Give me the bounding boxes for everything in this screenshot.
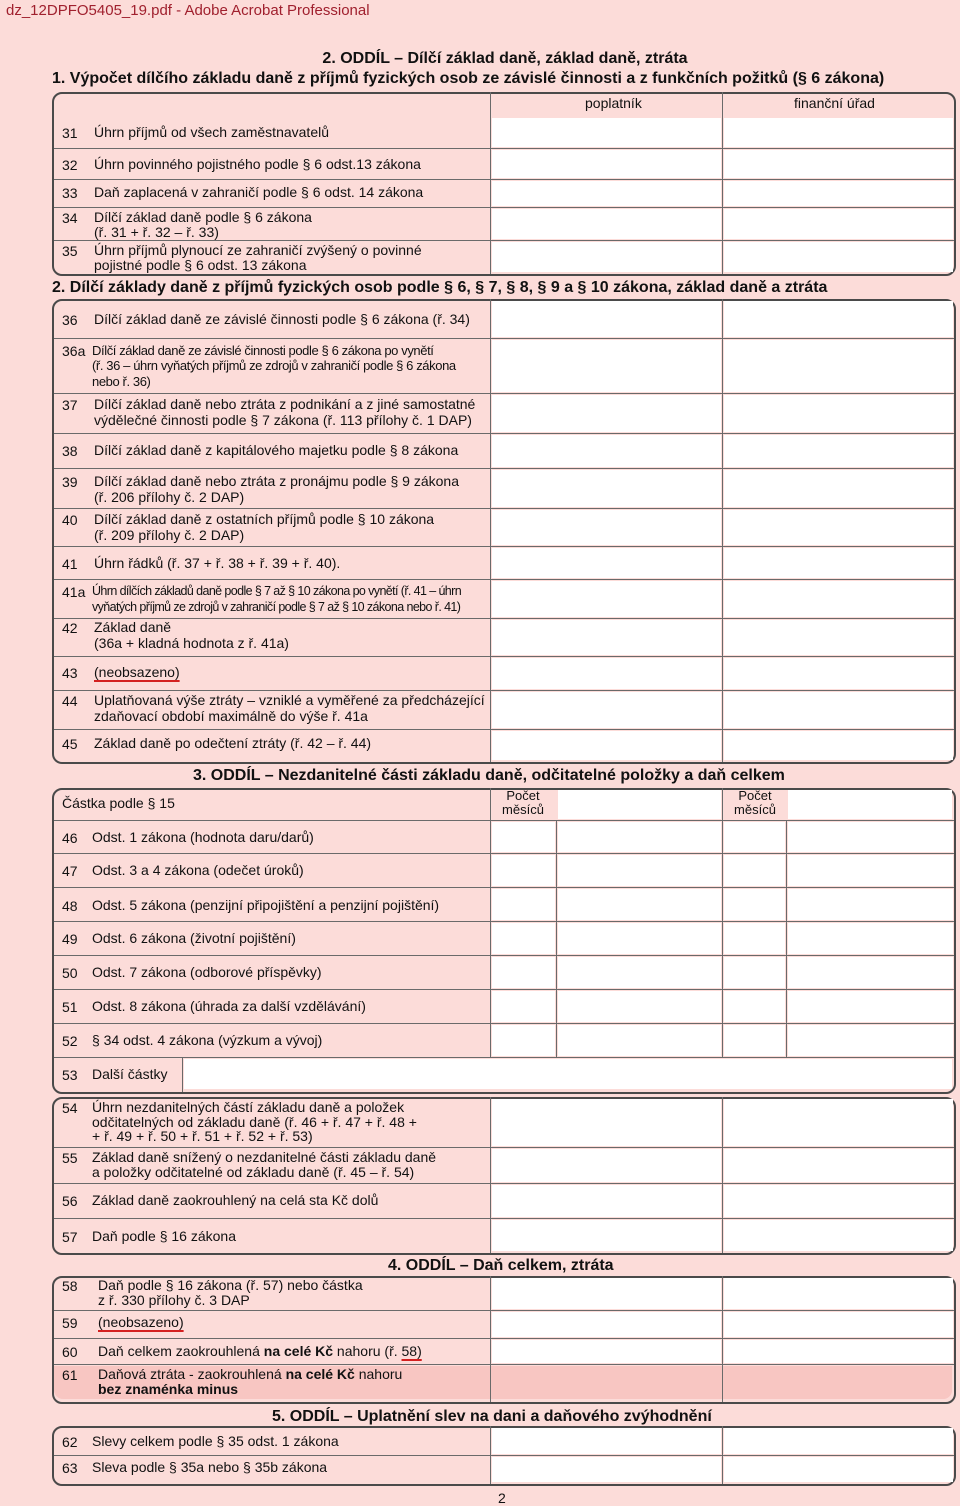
row-label: Základ daně xyxy=(94,619,172,635)
row-label-bold: na celé Kč xyxy=(285,1366,355,1382)
row-label: Základ daně po odečtení ztráty (ř. 42 – ř. 44) xyxy=(94,735,372,751)
row-52-payer-field[interactable] xyxy=(558,1025,721,1056)
row-label: Daň zaplacená v zahraničí podle § 6 odst. 14 zákona xyxy=(94,184,424,200)
row-label: + ř. 49 + ř. 50 + ř. 51 + ř. 52 + ř. 53) xyxy=(92,1128,313,1144)
row-39-payer-field[interactable] xyxy=(492,470,721,507)
row-label: Daň podle § 16 zákona xyxy=(92,1228,236,1244)
row-38-office-field[interactable] xyxy=(724,435,953,467)
row-label: Úhrn řádků (ř. 37 + ř. 38 + ř. 39 + ř. 40). xyxy=(94,555,341,571)
row-number: 57 xyxy=(62,1229,78,1245)
row-47-payer-count[interactable] xyxy=(492,855,555,886)
row-50-payer-field[interactable] xyxy=(558,957,721,988)
row-43-payer-field[interactable] xyxy=(492,658,721,689)
row-label-bold: na celé Kč xyxy=(263,1343,334,1359)
row-61-office-field[interactable] xyxy=(724,1366,952,1399)
row-number: 44 xyxy=(62,693,78,709)
row-51-payer-count[interactable] xyxy=(492,991,555,1022)
row-49-office-count[interactable] xyxy=(724,923,785,954)
row-51-office-field[interactable] xyxy=(788,991,953,1022)
row-label: z ř. 330 přílohy č. 3 DAP xyxy=(98,1292,250,1308)
row-number: 45 xyxy=(62,736,78,752)
row-51-office-count[interactable] xyxy=(724,991,785,1022)
section-5-title: 5. ODDÍL – Uplatnění slev na dani a daňového zvýhodnění xyxy=(272,1408,712,1425)
row-60-label xyxy=(98,1344,422,1360)
row-label: (ř. 209 přílohy č. 2 DAP) xyxy=(94,527,245,543)
subsection-1-title: 1. Výpočet dílčího základu daně z příjmů fyzických osob ze závislé činnosti a z funkčních požitků (§ 6 zákona) xyxy=(52,70,885,87)
row-57-payer-field[interactable] xyxy=(492,1220,721,1251)
row-number: 40 xyxy=(62,512,78,528)
row-label: Úhrn nezdanitelných částí základu daně a položek xyxy=(92,1099,405,1115)
row-label: Další částky xyxy=(92,1066,168,1082)
column-header-office: finanční úřad xyxy=(794,95,875,111)
section-4-title: 4. ODDÍL – Daň celkem, ztráta xyxy=(388,1257,614,1274)
row-label: Odst. 8 zákona (úhrada za další vzdělávání) xyxy=(92,998,366,1014)
row-number: 58 xyxy=(62,1278,78,1294)
row-number: 48 xyxy=(62,898,78,914)
row-53-field[interactable] xyxy=(184,1059,952,1089)
row-number: 46 xyxy=(62,830,78,846)
row-50-office-count[interactable] xyxy=(724,957,785,988)
row-number: 50 xyxy=(62,965,78,981)
row-52-office-count[interactable] xyxy=(724,1025,785,1056)
row-47-payer-field[interactable] xyxy=(558,855,721,886)
row-label: (ř. 31 + ř. 32 – ř. 33) xyxy=(94,224,219,240)
row-60-payer-field[interactable] xyxy=(492,1340,721,1363)
row-33-office-field[interactable] xyxy=(724,181,953,206)
row-label: odčitatelných od základu daně (ř. 46 + ř. 47 + ř. 48 + xyxy=(92,1114,417,1130)
row-45-office-field[interactable] xyxy=(724,731,953,760)
row-number: 55 xyxy=(62,1150,78,1166)
row-number: 56 xyxy=(62,1193,78,1209)
row-32-office-field[interactable] xyxy=(724,150,953,178)
row-47-office-count[interactable] xyxy=(724,855,785,886)
row-number: 43 xyxy=(62,665,78,681)
row-label: Základ daně zaokrouhlený na celá sta Kč dolů xyxy=(92,1192,379,1208)
row-label: (ř. 36 – úhrn vyňatých příjmů ze zdrojů v zahraničí podle § 6 zákona xyxy=(92,358,456,373)
row-31-payer-field[interactable] xyxy=(492,118,721,147)
row-number: 41a xyxy=(62,584,86,600)
row-45-payer-field[interactable] xyxy=(492,731,721,760)
row-46-office-count[interactable] xyxy=(724,822,785,852)
row-label: Odst. 5 zákona (penzijní připojištění a penzijní pojištění) xyxy=(92,897,440,913)
row-label: Dílčí základ daně podle § 6 zákona xyxy=(94,209,312,225)
row-label-part: Daňová ztráta - zaokrouhlená xyxy=(98,1366,286,1382)
row-39-office-field[interactable] xyxy=(724,470,953,507)
row-38-payer-field[interactable] xyxy=(492,435,721,467)
row-54-payer-field[interactable] xyxy=(492,1099,721,1146)
row-label: (ř. 206 přílohy č. 2 DAP) xyxy=(94,489,245,505)
row-48-payer-field[interactable] xyxy=(558,889,721,920)
row-52-payer-count[interactable] xyxy=(492,1025,555,1056)
row-number: 49 xyxy=(62,931,78,947)
row-36-office-field[interactable] xyxy=(724,301,953,337)
row-37-office-field[interactable] xyxy=(724,395,953,432)
section-2-title: 2. ODDÍL – Dílčí základ daně, základ daně, ztráta xyxy=(322,50,688,67)
row-label: Uplatňovaná výše ztráty – vzniklé a vyměřené za předcházející xyxy=(94,692,485,708)
row-52-office-field[interactable] xyxy=(788,1025,953,1056)
row-label: pojistné podle § 6 odst. 13 zákona xyxy=(94,257,307,273)
row-62-office-field[interactable] xyxy=(724,1428,953,1454)
row-60-office-field[interactable] xyxy=(724,1340,953,1363)
row-59-office-field[interactable] xyxy=(724,1312,953,1337)
row-label: (neobsazeno) xyxy=(94,664,180,680)
row-36-payer-field[interactable] xyxy=(492,301,721,337)
row-50-office-field[interactable] xyxy=(788,957,953,988)
row-label: (neobsazeno) xyxy=(98,1314,184,1330)
row-label: Dílčí základ daně ze závislé činnosti podle § 6 zákona (ř. 34) xyxy=(94,311,470,327)
row-number: 33 xyxy=(62,185,78,201)
row-34-office-field[interactable] xyxy=(724,209,953,239)
row-label: výdělečné činnosti podle § 7 zákona (ř. 113 přílohy č. 1 DAP) xyxy=(94,412,472,428)
row-46-payer-field[interactable] xyxy=(558,822,721,852)
row-number: 36a xyxy=(62,343,86,359)
row-label: Úhrn povinného pojistného podle § 6 odst.13 zákona xyxy=(94,156,421,172)
row-number: 61 xyxy=(62,1367,78,1383)
row-label-part: nahoru (ř. xyxy=(333,1343,402,1359)
row-63-payer-field[interactable] xyxy=(492,1457,721,1482)
row-49-office-field[interactable] xyxy=(788,923,953,954)
row-label: Dílčí základ daně z kapitálového majetku podle § 8 zákona xyxy=(94,442,459,458)
row-57-office-field[interactable] xyxy=(724,1220,953,1251)
row-label: Úhrn příjmů od všech zaměstnavatelů xyxy=(94,124,329,140)
row-number: 41 xyxy=(62,556,78,572)
row-42-office-field[interactable] xyxy=(724,620,953,655)
header-payer-field[interactable] xyxy=(558,790,721,819)
row-label: Odst. 7 zákona (odborové příspěvky) xyxy=(92,964,322,980)
row-label: zdaňovací období maximálně do výše ř. 41a xyxy=(94,708,368,724)
row-46-payer-count[interactable] xyxy=(492,822,555,852)
row-label: Sleva podle § 35a nebo § 35b zákona xyxy=(92,1459,328,1475)
row-47-office-field[interactable] xyxy=(788,855,953,886)
row-number: 36 xyxy=(62,312,78,328)
section-3-title: 3. ODDÍL – Nezdanitelné části základu daně, odčitatelné položky a daň celkem xyxy=(193,767,785,784)
row-label: Dílčí základ daně ze závislé činnosti podle § 6 zákona po vynětí xyxy=(92,343,434,358)
row-62-payer-field[interactable] xyxy=(492,1428,721,1454)
row-number: 42 xyxy=(62,620,78,636)
count-header-payer-1: Počet xyxy=(506,788,540,803)
row-number: 34 xyxy=(62,210,78,226)
row-54-office-field[interactable] xyxy=(724,1099,953,1146)
row-44-office-field[interactable] xyxy=(724,692,953,728)
row-43-office-field[interactable] xyxy=(724,658,953,689)
row-label: Odst. 6 zákona (životní pojištění) xyxy=(92,930,296,946)
row-40-office-field[interactable] xyxy=(724,510,953,545)
row-label: Daň podle § 16 zákona (ř. 57) nebo částka xyxy=(98,1277,363,1293)
row-number: 59 xyxy=(62,1315,78,1331)
row-label: Dílčí základ daně z ostatních příjmů podle § 10 zákona xyxy=(94,511,435,527)
row-number: 32 xyxy=(62,157,78,173)
row-33-payer-field[interactable] xyxy=(492,181,721,206)
row-35-payer-field[interactable] xyxy=(492,242,721,272)
row-label: nebo ř. 36) xyxy=(92,374,151,389)
row-63-office-field[interactable] xyxy=(724,1457,953,1482)
row-56-office-field[interactable] xyxy=(724,1185,953,1217)
row-48-office-count[interactable] xyxy=(724,889,785,920)
count-header-office-1: Počet xyxy=(738,788,772,803)
row-48-office-field[interactable] xyxy=(788,889,953,920)
row-number: 51 xyxy=(62,999,78,1015)
row-number: 38 xyxy=(62,443,78,459)
row-36a-office-field[interactable] xyxy=(724,340,953,392)
row-number: 52 xyxy=(62,1033,78,1049)
row-number: 63 xyxy=(62,1460,78,1476)
row-number: 37 xyxy=(62,397,78,413)
row-34-payer-field[interactable] xyxy=(492,209,721,239)
row-41-office-field[interactable] xyxy=(724,548,953,578)
row-55-office-field[interactable] xyxy=(724,1149,953,1182)
row-number: 62 xyxy=(62,1434,78,1450)
row-44-payer-field[interactable] xyxy=(492,692,721,728)
row-55-payer-field[interactable] xyxy=(492,1149,721,1182)
row-58-payer-field[interactable] xyxy=(492,1278,721,1309)
row-label-part: nahoru xyxy=(354,1366,403,1382)
row-58-office-field[interactable] xyxy=(724,1278,953,1309)
row-number: 31 xyxy=(62,125,78,141)
window-title: dz_12DPFO5405_19.pdf - Adobe Acrobat Professional xyxy=(6,2,370,19)
row-56-payer-field[interactable] xyxy=(492,1185,721,1217)
column-header-payer: poplatník xyxy=(585,95,642,111)
row-label-ref: 58) xyxy=(401,1343,422,1359)
row-61-payer-field[interactable] xyxy=(492,1366,721,1399)
row-59-payer-field[interactable] xyxy=(492,1312,721,1337)
row-37-payer-field[interactable] xyxy=(492,395,721,432)
count-header-payer-2: měsíců xyxy=(502,802,544,817)
page-number: 2 xyxy=(498,1490,506,1506)
row-48-payer-count[interactable] xyxy=(492,889,555,920)
row-label: Dílčí základ daně nebo ztráta z podnikání a z jiné samostatné xyxy=(94,396,476,412)
row-label: vyňatých příjmů ze zdrojů v zahraničí podle § 7 až § 10 zákona nebo ř. 41) xyxy=(92,600,461,614)
row-50-payer-count[interactable] xyxy=(492,957,555,988)
row-number: 47 xyxy=(62,863,78,879)
row-label: (36a + kladná hodnota z ř. 41a) xyxy=(94,635,289,651)
row-label: Odst. 3 a 4 zákona (odečet úroků) xyxy=(92,862,304,878)
row-49-payer-field[interactable] xyxy=(558,923,721,954)
row-41a-office-field[interactable] xyxy=(724,581,953,617)
row-label: a položky odčitatelné od základu daně (ř. 45 – ř. 54) xyxy=(92,1164,415,1180)
row-41-payer-field[interactable] xyxy=(492,548,721,578)
subsection-2-title: 2. Dílčí základy daně z příjmů fyzických osob podle § 6, § 7, § 8, § 9 a § 10 zákona, základ daně a ztráta xyxy=(52,279,828,296)
row-35-office-field[interactable] xyxy=(724,242,953,272)
row-40-payer-field[interactable] xyxy=(492,510,721,545)
row-number: 54 xyxy=(62,1100,78,1116)
row-label: Slevy celkem podle § 35 odst. 1 zákona xyxy=(92,1433,339,1449)
row-41a-payer-field[interactable] xyxy=(492,581,721,617)
section-3-column-label: Částka podle § 15 xyxy=(62,795,175,811)
row-label-part: Daň celkem zaokrouhlená xyxy=(98,1343,264,1359)
row-number: 60 xyxy=(62,1344,78,1360)
row-label: Úhrn příjmů plynoucí ze zahraničí zvýšený o povinné xyxy=(94,242,422,258)
row-36a-payer-field[interactable] xyxy=(492,340,721,392)
row-49-payer-count[interactable] xyxy=(492,923,555,954)
header-office-field[interactable] xyxy=(788,790,952,819)
row-32-payer-field[interactable] xyxy=(492,150,721,178)
row-number: 53 xyxy=(62,1067,78,1083)
row-31-office-field[interactable] xyxy=(724,118,953,147)
row-label: Dílčí základ daně nebo ztráta z pronájmu podle § 9 zákona xyxy=(94,473,460,489)
row-51-payer-field[interactable] xyxy=(558,991,721,1022)
row-number: 35 xyxy=(62,243,78,259)
row-label: § 34 odst. 4 zákona (výzkum a vývoj) xyxy=(92,1032,323,1048)
row-label: Odst. 1 zákona (hodnota daru/darů) xyxy=(92,829,314,845)
row-label: bez znaménka minus xyxy=(98,1381,239,1397)
row-42-payer-field[interactable] xyxy=(492,620,721,655)
count-header-office-2: měsíců xyxy=(734,802,776,817)
row-label: Úhrn dílčích základů daně podle § 7 až § 10 zákona po vynětí (ř. 41 – úhrn xyxy=(92,584,462,598)
row-label: Základ daně snížený o nezdanitelné části základu daně xyxy=(92,1149,437,1165)
row-number: 39 xyxy=(62,474,78,490)
row-46-office-field[interactable] xyxy=(788,822,953,852)
